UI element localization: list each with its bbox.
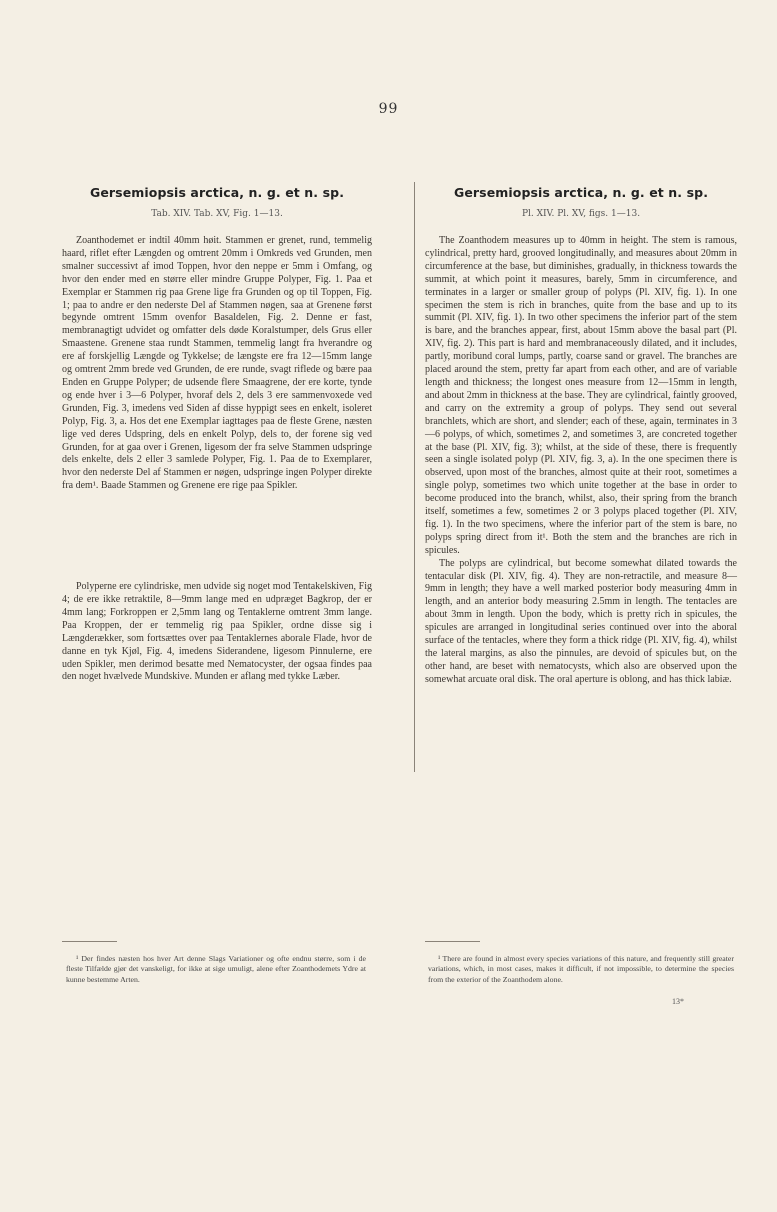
right-column-subtitle: Pl. XIV. Pl. XV, figs. 1—13. (521, 209, 641, 219)
right-paragraph-1: The Zoanthodem measures up to 40mm in height. The stem is ramous, cylindrical, pretty hard, grooved longitudinally, and measures about 20mm in circumference at the base, but diminishes, gradually, in thickness towards the summit, at which point it measures, barely, 5mm in circumference, and terminates in a larger or smaller group of polyps (Pl. XIV, fig. 1). In one specimen the stem is rich in branches, quite from the base and up to its summit (Pl. XIV, fig. 1). In two other specimens the inferior part of the stem is bare, and the branches appear, first, about 15mm above the basal part (Pl. XIV, fig. 2). This part is hard and membranaceously dilated, and it includes, partly, moribund coral lumps, partly, coarse sand or gravel. The branches are placed around the stem, pretty far apart from each other, and are of variable length and thickness; the longest ones measure from 12—15mm in length, and about 2mm in thickness at the base. They are cylindrical, faintly grooved, and carry on the extremity a group of polyps. They send out several branchlets, which are short, and slender; each of these, again, terminates in 3—6 polyps, of which, sometimes 2, and sometimes 3, are concreted together at the base (Pl. XIV, fig. 3); whilst, at the side of these, there is frequently seen a single isolated polyp (Pl. XIV, fig. 3, a). In the one specimen there is observed, upon most of the branches, almost quite at their root, sometimes a single polyp, sometimes two which unite together at the base in order to become produced into the branch, whilst, also, their spring from the branch itself, sometimes a few, sometimes 2 or 3 polyps placed together (Pl. XIV, fig. 1). In the two specimens, where the inferior part of the stem is bare, no polyps spring direct from it¹. Both the stem and the branches are rich in spicules. (425, 235, 737, 556)
right-footnote: ¹ There are found in almost every species variations of this nature, and frequently still greater variations, which, in most cases, makes it difficult, if not impossible, to determine the species from the exterior of the Zoanthodem alone. (428, 954, 734, 984)
right-paragraph-2: The polyps are cylindrical, but become somewhat dilated towards the tentacular disk (Pl. XIV, fig. 4). They are non-retractile, and measure 8—9mm in length; they have a well marked posterior body measuring 4mm in length, and an anterior body measuring 2.5mm in length. The tentacles are about 3mm in length. Upon the body, which is pretty rich in spicules, the spicules are arranged in longitudinal series continued over into the aboral surface of the tentacles, where they form a thick ridge (Pl. XIV, fig. 4), whilst the lateral margins, as also the pinnules, are devoid of spicules but, on the other hand, are beset with nematocysts, which also are observed upon the somewhat arcuate oral disk. The oral aperture is oblong, and has thick labiæ. (425, 557, 737, 685)
left-column-subtitle: Tab. XIV. Tab. XV, Fig. 1—13. (151, 209, 283, 219)
page-number: 99 (378, 101, 399, 117)
signature-mark: 13* (672, 997, 684, 1006)
right-footnote-rule (425, 941, 480, 942)
left-column-title: Gersemiopsis arctica, n. g. et n. sp. (89, 185, 345, 200)
left-footnote: ¹ Der findes næsten hos hver Art denne Slags Variationer og ofte endnu større, som i de fleste Tilfælde gjør det vanskeligt, for ikke at sige umuligt, alene efter Zoanthodemets Ydre at kunne bestemme Arten. (66, 954, 366, 984)
right-column-title: Gersemiopsis arctica, n. g. et n. sp. (453, 185, 709, 200)
right-column-english (425, 185, 737, 687)
left-footnote-rule (62, 941, 117, 942)
left-paragraph-1: Zoanthodemet er indtil 40mm høit. Stammen er grenet, rund, temmelig haard, riflet efter Længden og omtrent 20mm i Omkreds ved Grunden, men smalner successivt af imod Toppen, hvor den neppe er 5mm i Omfang, og hvor den ender med en større eller mindre Gruppe Polyper, Fig. 1. Paa et Exemplar er Stammen rig paa Grene lige fra Grunden og op til Toppen, Fig. 1; paa to andre er den nederste Del af Stammen nøgen, saa at Grenene først begynde omtrent 15mm ovenfor Basaldelen, Fig. 2. Denne er fast, membranagtigt udvidet og omfatter dels døde Koralstumper, dels Grus eller Smaastene. Grenene staa rundt Stammen, temmelig langt fra hverandre og ere af forskjellig Længde og Tykkelse; de længste ere fra 12—15mm lange og omtrent 2mm brede ved Grunden, de ere runde, svagt riflede og bære paa Enden en Gruppe Polyper; de udsende flere Smaagrene, der ere korte, tynde og ende hver i 3—6 Polyper, hvoraf dels 2, dels 3 ere sammenvoxede ved Grunden, Fig. 3, imedens ved Siden af disse hyppigt sees en enkelt, isoleret Polyp, Fig. 3, a. Hos det ene Exemplar iagttages paa de fleste Grene, næsten lige ved deres Udspring, dels en enkelt Polyp, dels to, der forene sig ved Grunden, for at gaa over i Grenen, ligesom der fra selve Stammen udspringe dels enkelte, dels 2 eller 3 samlede Polyper, Fig. 1. Paa de to Exemplarer, hvor den nederste Del af Stammen er nøgen, udspringe ingen Polyper direkte fra dem¹. Baade Stammen og Grenene ere rige paa Spikler. (62, 235, 372, 492)
left-column-norwegian (62, 185, 372, 684)
left-paragraph-2: Polyperne ere cylindriske, men udvide sig noget mod Tentakelskiven, Fig 4; de ere ikke retraktile, 8—9mm lange med en udpræget Bagkrop, der er 4mm lang; Forkroppen er 2,5mm lang og Tentaklerne omtrent 3mm lange. Paa Kroppen, der er temmelig rig paa Spikler, ordne disse sig i Længderækker, som fortsættes over paa Tentaklernes aborale Flade, hvor de danne en tyk Kjøl, Fig. 4, imedens Siderandene, ligesom Pinnulerne, ere uden Spikler, men derimod besatte med Nematocyster, der ogsaa findes paa den noget hvælvede Mundskive. Munden er aflang med tykke Læber. (62, 581, 372, 683)
column-divider (414, 182, 415, 772)
